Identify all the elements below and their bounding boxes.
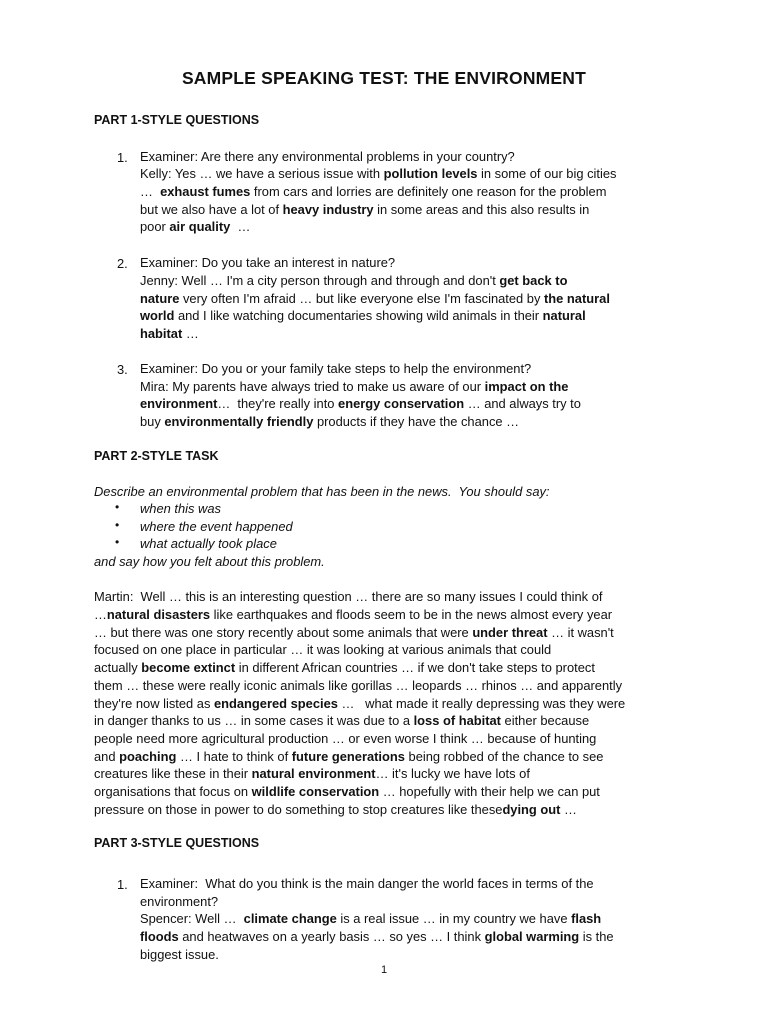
key-phrase: the natural [544,291,610,306]
answer-line: Spencer: Well … climate change is a real issue … in my country we have flash [140,911,602,926]
key-phrase: get back to [499,273,568,288]
list-number: 1. [117,877,128,892]
answer-line: poor air quality … [140,219,251,234]
list-item: when this was [140,501,221,516]
key-phrase: world [140,308,175,323]
answer-line: Kelly: Yes … we have a serious issue with pollution levels in some of our big cities [140,166,617,181]
answer-line: … exhaust fumes from cars and lorries are definitely one reason for the problem [140,184,607,199]
list-number: 1. [117,150,128,165]
part3-heading: PART 3-STYLE QUESTIONS [94,836,260,850]
bullet-icon: • [115,518,120,532]
list-number: 3. [117,362,128,377]
answer-line: and poaching … I hate to think of future generations being robbed of the chance to see [94,749,604,764]
answer-line: Jenny: Well … I'm a city person through and through and don't get back to [140,273,568,288]
bullet-icon: • [115,500,120,514]
page-number: 1 [380,964,388,976]
key-phrase: habitat [140,326,183,341]
answer-line: them … these were really iconic animals like gorillas … leopards … rhinos … and apparently [94,678,623,693]
page-title: SAMPLE SPEAKING TEST: THE ENVIRONMENT [181,68,587,88]
answer-line: biggest issue. [140,947,219,962]
answer-line: in danger thanks to us … in some cases it was due to a loss of habitat either because [94,713,590,728]
list-number: 2. [117,256,128,271]
answer-line: environment… they're really into energy conservation … and always try to [140,396,581,411]
answer-line: but we also have a lot of heavy industry in some areas and this also results in [140,202,590,217]
key-phrase: wildlife conservation [251,784,380,799]
task-prompt: Describe an environmental problem that has been in the news. You should say: [94,484,550,499]
answer-line: actually become extinct in different African countries … if we don't take steps to protect [94,660,595,675]
bullet-icon: • [115,535,120,549]
task-closing: and say how you felt about this problem. [94,554,325,569]
key-phrase: natural [542,308,586,323]
answer-line: nature very often I'm afraid … but like everyone else I'm fascinated by the natural [140,291,610,306]
key-phrase: energy conservation [338,396,465,411]
key-phrase: under threat [472,625,548,640]
examiner-line: Examiner: What do you think is the main danger the world faces in terms of the [140,876,594,891]
answer-line: …natural disasters like earthquakes and floods seem to be in the news almost every year [94,607,613,622]
part1-heading: PART 1-STYLE QUESTIONS [94,113,260,127]
answer-line: … but there was one story recently about some animals that were under threat … it wasn't [94,625,614,640]
answer-line: focused on one place in particular … it was looking at various animals that could [94,642,552,657]
key-phrase: natural environment [251,766,376,781]
answer-line: buy environmentally friendly products if they have the chance … [140,414,520,429]
key-phrase: environment [140,396,218,411]
key-phrase: air quality [169,219,231,234]
key-phrase: impact on the [484,379,569,394]
list-item: where the event happened [140,519,293,534]
answer-line: creatures like these in their natural environment… it's lucky we have lots of [94,766,530,781]
key-phrase: endangered species [213,696,338,711]
answer-line: world and I like watching documentaries showing wild animals in their natural [140,308,586,323]
key-phrase: global warming [484,929,580,944]
key-phrase: flash [571,911,602,926]
key-phrase: poaching [119,749,177,764]
key-phrase: pollution levels [383,166,478,181]
key-phrase: environmentally friendly [164,414,314,429]
answer-line: floods and heatwaves on a yearly basis … so yes … I think global warming is the [140,929,614,944]
answer-line: Mira: My parents have always tried to make us aware of our impact on the [140,379,569,394]
answer-line: organisations that focus on wildlife conservation … hopefully with their help we can put [94,784,600,799]
answer-line: pressure on those in power to do something to stop creatures like thesedying out … [94,802,577,817]
part2-heading: PART 2-STYLE TASK [94,449,219,463]
key-phrase: nature [140,291,180,306]
key-phrase: exhaust fumes [160,184,251,199]
key-phrase: climate change [243,911,337,926]
answer-line: people need more agricultural production … or even worse I think … because of hunting [94,731,597,746]
examiner-line: Examiner: Do you take an interest in nature? [140,255,396,270]
examiner-line: Examiner: Do you or your family take steps to help the environment? [140,361,532,376]
list-item: what actually took place [140,536,277,551]
key-phrase: floods [140,929,179,944]
key-phrase: heavy industry [282,202,374,217]
examiner-line: environment? [140,894,219,909]
key-phrase: become extinct [141,660,236,675]
answer-line: they're now listed as endangered species … what made it really depressing was they were [94,696,626,711]
key-phrase: natural disasters [106,607,211,622]
key-phrase: loss of habitat [413,713,501,728]
answer-line: Martin: Well … this is an interesting question … there are so many issues I could think of [94,589,603,604]
answer-line: habitat … [140,326,199,341]
key-phrase: future generations [291,749,405,764]
examiner-line: Examiner: Are there any environmental problems in your country? [140,149,515,164]
key-phrase: dying out [502,802,561,817]
